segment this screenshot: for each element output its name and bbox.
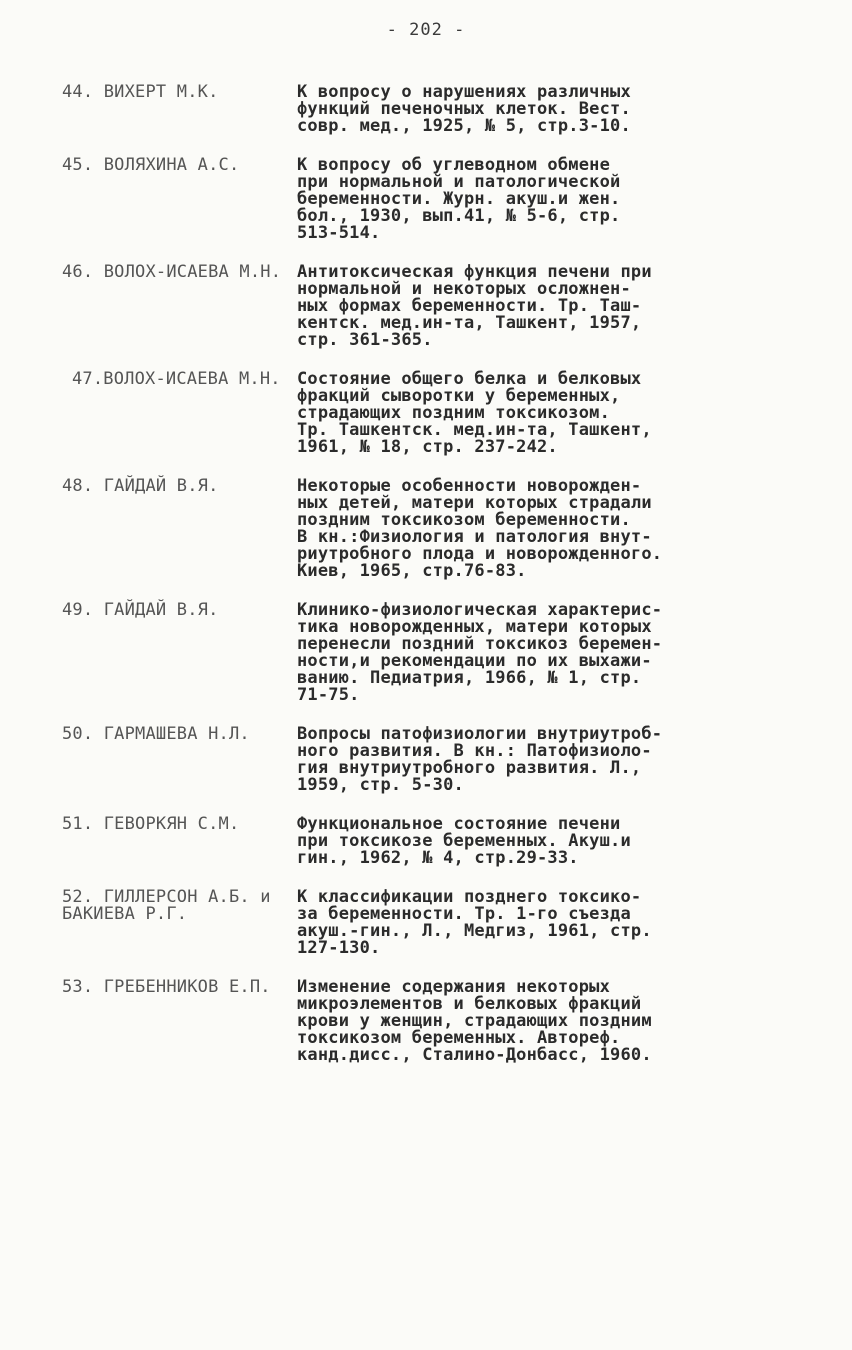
bibliography-entry-48 (0, 478, 852, 580)
bibliography-entry-50 (0, 726, 852, 794)
entry-author: 48. ГАЙДАЙ В.Я. (62, 476, 219, 496)
bibliography-entry-52 (0, 889, 852, 957)
bibliography-entry-49 (0, 602, 852, 704)
entry-author: 47.ВОЛОХ-ИСАЕВА М.Н. (72, 369, 281, 389)
entry-text: Клинико-физиологическая характерис- тика новорожденных, матери которых перенесли поздний токсикоз беремен- ности,и рекомендации по их выхажи- ванию. Педиатрия, 1966, № 1, стр. 71-75. (297, 600, 663, 705)
entry-text: Функциональное состояние печени при токсикозе беременных. Акуш.и гин., 1962, № 4, стр.29-33. (297, 814, 631, 868)
bibliography-entry-53 (0, 979, 852, 1064)
entry-author: 44. ВИХЕРТ М.К. (62, 82, 219, 102)
entry-author: 45. ВОЛЯХИНА А.С. (62, 155, 240, 175)
entry-text: К вопросу о нарушениях различных функций печеночных клеток. Вест. совр. мед., 1925, № 5, стр.3-10. (297, 82, 631, 136)
entry-text: Антитоксическая функция печени при нормальной и некоторых осложнен- ных формах беременности. Тр. Таш- кентск. мед.ин-та, Ташкент, 1957, стр. 361-365. (297, 262, 652, 350)
entry-author: 50. ГАРМАШЕВА Н.Л. (62, 724, 250, 744)
entry-author: 51. ГЕВОРКЯН С.М. (62, 814, 240, 834)
entry-text: Некоторые особенности новорожден- ных детей, матери которых страдали поздним токсикозом беременности. В кн.:Физиология и патология внут- риутробного плода и новорожденного. Киев, 1965, стр.76-83. (297, 476, 663, 581)
page-number: - 202 - (386, 20, 466, 40)
bibliography-entry-51 (0, 816, 852, 867)
bibliography-list (0, 84, 852, 1086)
entry-text: Состояние общего белка и белковых фракций сыворотки у беременных, страдающих поздним токсикозом. Тр. Ташкентск. мед.ин-та, Ташкент, 1961, № 18, стр. 237-242. (297, 369, 652, 457)
entry-author: 46. ВОЛОХ-ИСАЕВА М.Н. (62, 262, 282, 282)
entry-text: К классификации позднего токсико- за беременности. Тр. 1-го съезда акуш.-гин., Л., Медгиз, 1961, стр. 127-130. (297, 887, 652, 958)
entry-text: Изменение содержания некоторых микроэлементов и белковых фракций крови у женщин, страдающих поздним токсикозом беременных. Автореф. канд.дисс., Сталино-Донбасс, 1960. (297, 977, 652, 1065)
entry-author: 53. ГРЕБЕННИКОВ Е.П. (62, 977, 271, 997)
entry-author: 52. ГИЛЛЕРСОН А.Б. и БАКИЕВА Р.Г. (62, 887, 271, 924)
bibliography-entry-45 (0, 157, 852, 242)
bibliography-entry-46 (0, 264, 852, 349)
entry-author: 49. ГАЙДАЙ В.Я. (62, 600, 219, 620)
bibliography-entry-44 (0, 84, 852, 135)
entry-text: Вопросы патофизиологии внутриутроб- ного развития. В кн.: Патофизиоло- гия внутриутробного развития. Л., 1959, стр. 5-30. (297, 724, 663, 795)
bibliography-entry-47 (0, 371, 852, 456)
entry-text: К вопросу об углеводном обмене при нормальной и патологической беременности. Журн. акуш.и жен. бол., 1930, вып.41, № 5-6, стр. 513-514. (297, 155, 621, 243)
